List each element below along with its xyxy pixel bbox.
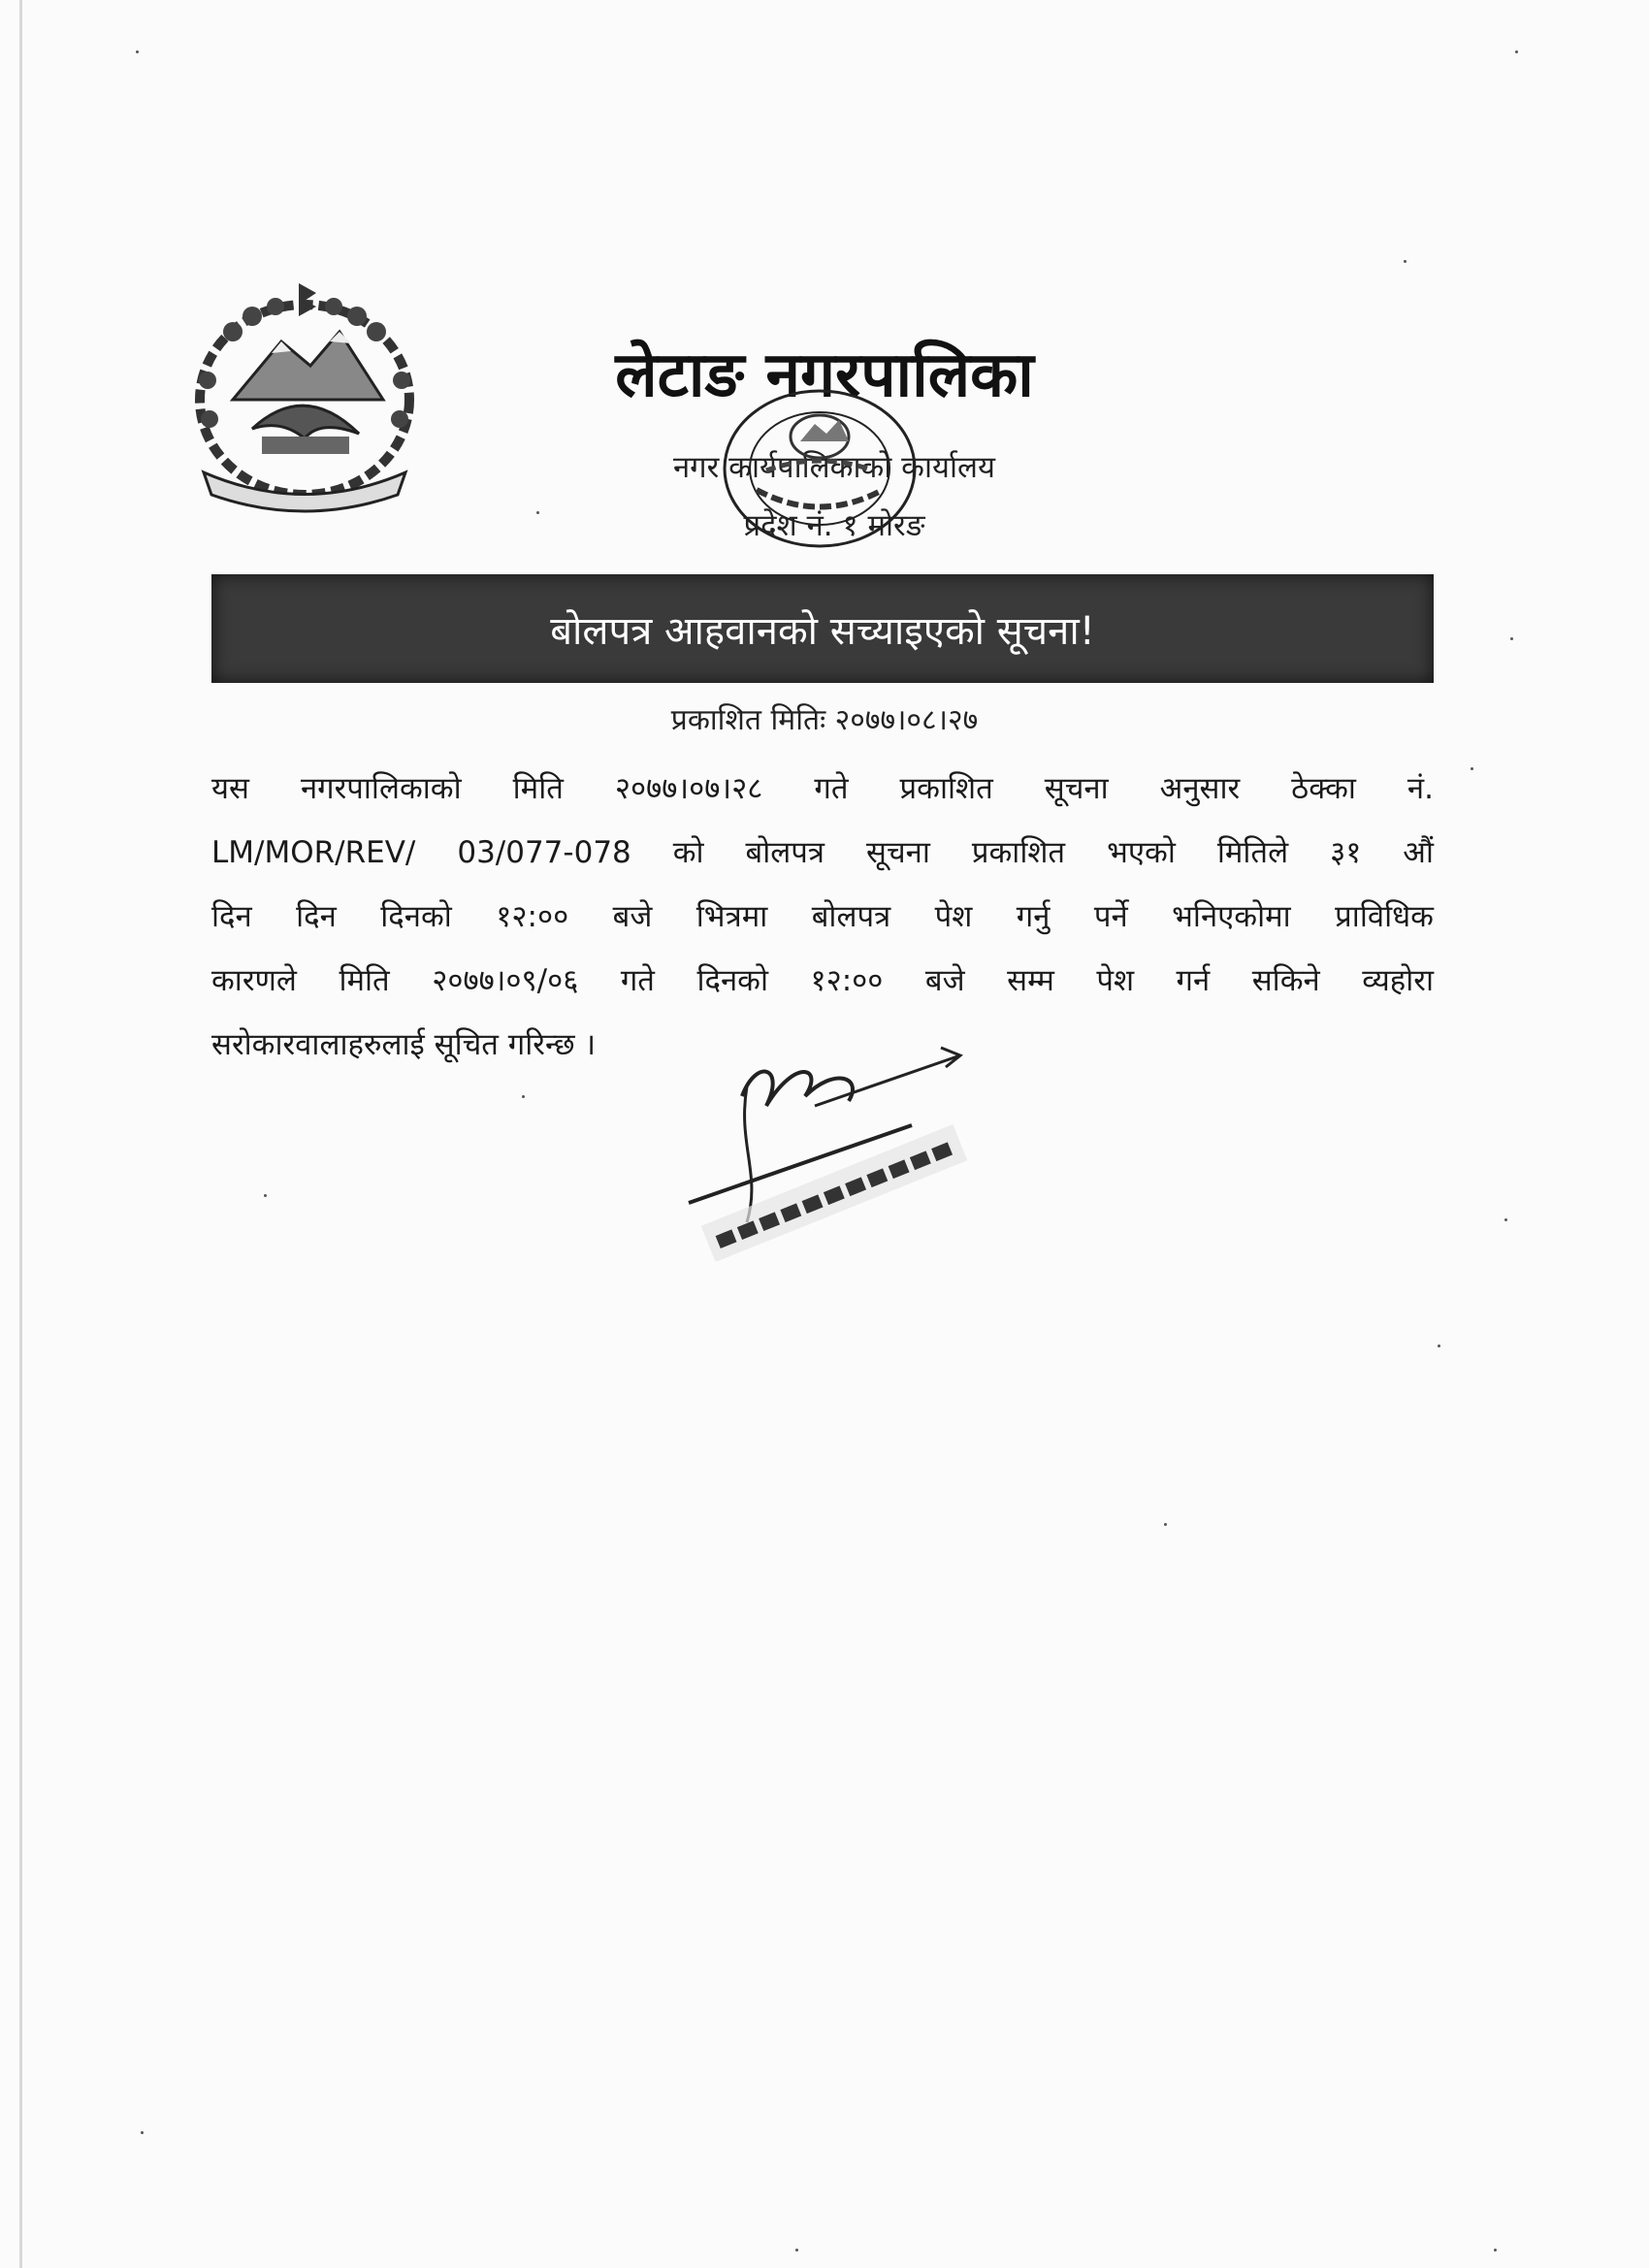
scan-speck (264, 1194, 267, 1197)
scan-speck (136, 50, 139, 53)
scan-speck (795, 2249, 798, 2252)
scan-speck (1471, 767, 1473, 770)
office-name: नगर कार्यपालिकाको कार्यालय (672, 450, 996, 485)
signature-with-stamp (669, 1028, 999, 1261)
scan-speck (522, 1095, 525, 1098)
office-address: प्रदेश नं. १ मोरङ (743, 508, 925, 543)
body-line: LM/MOR/REV/ 03/077-078 को बोलपत्र सूचना प्रकाशित भएको मितिले ३१ औं (211, 835, 1434, 870)
notice-title: बोलपत्र आहवानको सच्याइएको सूचना! (550, 608, 1095, 654)
scan-speck (1510, 637, 1513, 640)
published-date: प्रकाशित मितिः २०७७।०८।२७ (670, 703, 979, 737)
scan-speck (536, 511, 539, 514)
scan-speck (1504, 1218, 1507, 1221)
scan-edge (19, 0, 22, 2268)
body-line: कारणले मिति २०७७।०९/०६ गते दिनको १२:०० बजे सम्म पेश गर्न सकिने व्यहोरा (211, 963, 1434, 998)
scan-speck (1515, 50, 1518, 53)
office-seal-icon (718, 383, 922, 553)
scan-speck (1494, 2249, 1497, 2252)
scan-speck (1404, 260, 1406, 263)
nepal-emblem-icon (175, 274, 435, 514)
notice-title-banner (211, 574, 1434, 683)
scan-speck (1164, 1523, 1167, 1526)
body-line: यस नगरपालिकाको मिति २०७७।०७।२८ गते प्रकाशित सूचना अनुसार ठेक्का नं. (211, 771, 1434, 806)
body-line: दिन दिन दिनको १२:०० बजे भित्रमा बोलपत्र पेश गर्नु पर्ने भनिएकोमा प्राविधिक (211, 899, 1434, 934)
scan-speck (1438, 1345, 1440, 1347)
scan-speck (141, 2131, 144, 2134)
body-line: सरोकारवालाहरुलाई सूचित गरिन्छ । (211, 1027, 597, 1062)
org-name: लेटाङ नगरपालिका (615, 340, 1034, 411)
